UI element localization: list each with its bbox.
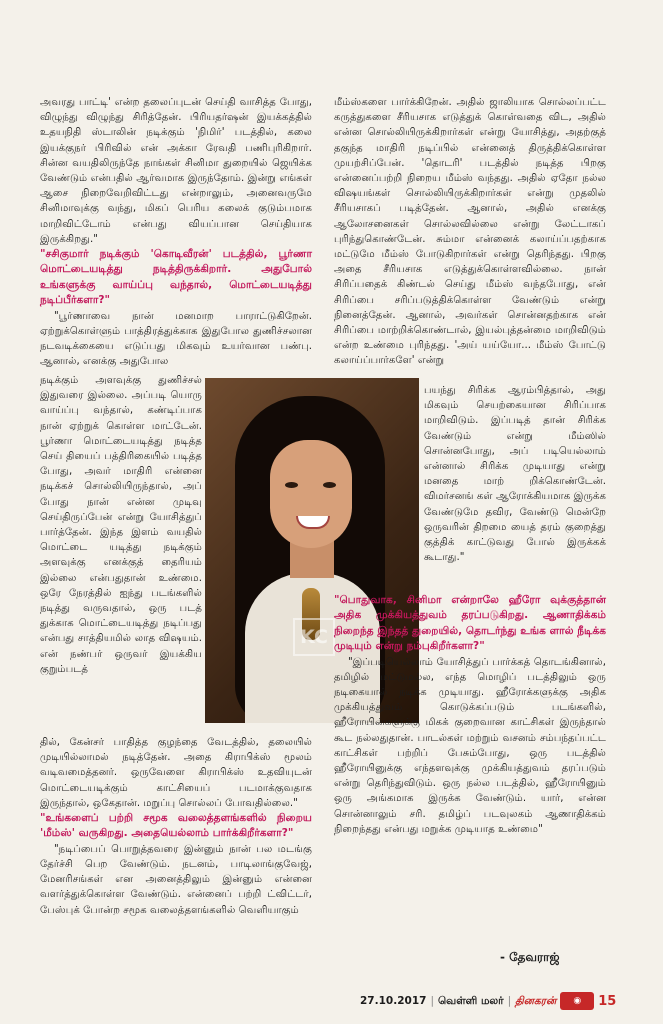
article-paragraph: நடிக்கும் அளவுக்கு துணிச்சல் இதுவரை இல்லை. அப்படி யொரு வாய்ப்பு வந்தால், கண்டிப்பாக நான் ஏற்றுக் கொள்ள மாட்டேன். பூர்ணா மொட்டையடித்து நடித்த செய் தியைப் பத்திரிகையில் படித்த போது, அவர் மாதிரி என்னை நடிக்கச் சொல்லியிருந்தால், அப் போது நான் என்ன முடிவு செய்திருப்பேன் என்று யோசித்துப் பார்த்தேன். இந்த இளம் வயதில் மொட்டை யடித்து நடிக்கும் அளவுக்கு எனக்குத் தைரியம் இல்லை என்பதுதான் உண்மை. ஒரே நேரத்தில் ஐந்து படங்களில் நடித்து வருவதால், ஒரு படத் துக்காக மொட்டையடித்து நடிப்பது என்பது சாத்தியமில் லாத விஷயம். என் நண்பர் ஒருவர் இயக்கிய குறும்படத் <box>40 375 202 675</box>
article-paragraph: "பூர்ணாவை நான் மனமாற பாராட்டுகிறேன். ஏற்றுக்கொள்ளும் பாத்திரத்துக்காக இதுபோல துணிச்சலான நடவடிக்கையை எடுப்பது மிகவும் உயர்வான பண்பு. ஆனால், எனக்கு அதுபோல <box>40 310 312 368</box>
issue-date: 27.10.2017 <box>360 995 427 1007</box>
footer-separator: | <box>430 995 434 1007</box>
interview-question: "சசிகுமார் நடிக்கும் 'கொடிவீரன்' படத்தில், பூர்ணா மொட்டையடித்து நடித்திருக்கிறார். அதுபோல் உங்களுக்கு வாய்ப்பு வந்தால், மொட்டையடித்து நடிப்பீர்களா?" <box>40 248 312 307</box>
interview-question: "உங்களைப் பற்றி சமூக வலைத்தளங்களில் நிறைய 'மீம்ஸ்' வருகிறது. அதையெல்லாம் பார்க்கிறீர்களா?" <box>40 812 312 840</box>
photo-watermark-logo: KC <box>293 618 335 656</box>
article-column-right-wrap <box>424 383 606 565</box>
article-paragraph: தில், கேன்சர் பாதித்த குழந்தை வேடத்தில், தலையில் முடியில்லாமல் நடித்தேன். அதை கிராபிக்ஸ் மூலம் வடிவமைத்தனர். ஒருவேளை கிராபிக்ஸ் உதவியுடன் மொட்டையடிக்கும் காட்சியைப் படமாக்குவதாக இருந்தால், ஒகேதான். மறுப்பு சொல்லப் போவதில்லை." <box>40 737 312 809</box>
author-byline: - தேவராஜ் <box>500 950 560 964</box>
newspaper-logo-icon: ◉ <box>560 992 594 1010</box>
page-number: 15 <box>598 993 617 1009</box>
section-name: வெள்ளி மலர் <box>437 994 504 1007</box>
interview-question: "பொதுவாக, சினிமா என்றாலே ஹீரோ வுக்குத்தான் அதிக முக்கியத்துவம் தரப்படுகிறது. ஆணாதிக்கம் நிறைந்த இந்தத் துறையில், தொடர்ந்து உங்க ளால் நீடிக்க முடியும் என்று நம்புகிறீர்களா?" <box>334 594 606 653</box>
article-column-right-bottom <box>334 593 606 837</box>
article-paragraph: "நடிப்பைப் பொறுத்தவரை இன்னும் நான் பல மடங்கு தேர்ச்சி பெற வேண்டும். நடனம், பாடிலாங்குவேஜ், மேனரிசங்கள் என அனைத்திலும் இன்னும் என்னை வளர்த்துக்கொள்ள வேண்டும். என்னைப் பற்றி ட்விட்டர், பேஸ்புக் போன்ற சமூக வலைத்தளங்களில் வெளியாகும் <box>40 843 312 916</box>
article-column-left-wrap <box>40 373 202 677</box>
newspaper-name: தினகரன் <box>515 994 557 1007</box>
article-column-right-top <box>334 95 606 369</box>
article-paragraph: மீம்ஸ்களை பார்க்கிறேன். அதில் ஜாலியாக சொல்லப்பட்ட கருத்துகளை சீரியசாக எடுத்துக் கொள்வதை விட, அதில் என்ன சொல்லியிருக்கிறார்கள் என்று யோசித்து, அதற்குத் தகுந்த மாதிரி நடிப்பில் என்னைத் திருத்திக்கொள்ள முயற்சிப்பேன். 'தொடரி' படத்தில் நடித்த பிறகு என்னைப்பற்றி நிறைய மீம்ஸ் வந்தது. அதில் ஏதோ நல்ல விஷயங்கள் சொல்லியிருக்கிறார்கள் என்று முதலில் சீரியசாகப் படித்தேன். ஆனால், அதில் எனக்கு ஆலோசனைகள் சொல்லவில்லை என்று லேட்டாகப் புரிந்துகொண்டேன். சும்மா என்னைக் கலாய்ப்பதற்காக மட்டுமே மீம்ஸ் போடுகிறார்கள் என்று தெரிந்தது. பிறகு அதை சீரியசாக எடுத்துக்கொள்ளவில்லை. நான் சிரிப்பதைக் கிண்டல் செய்து மீம்ஸ் வந்தபோது, என் சிரிப்பை சரிப்படுத்திக்கொள்ள வேண்டும் என்று நினைத்தேன். ஆனால், அவர்கள் சொன்னதற்காக என் சிரிப்பை மாற்றிக்கொண்டால், இயல்புத்தன்மை மாறிவிடும் என்ற உண்மை புரிந்தது. 'அய் யய்யோ... மீம்ஸ் போட்டு கலாய்ப்பார்களே' என்று <box>334 97 606 367</box>
footer-separator: | <box>507 995 512 1007</box>
article-paragraph: "இப்படியெல்லாம் யோசித்துப் பார்க்கத் தொடங்கினால், தமிழில் மட்டுமல்ல, எந்த மொழிப் படத்திலும் ஒரு நடிகையால் நடிக்க முடியாது. ஹீரோக்களுக்கு அதிக முக்கியத்துவம் கொடுக்கப்படும் படங்களில், ஹீரோயின்களுக்கு மிகக் குறைவான காட்சிகள் இருந்தால் கூட நல்லதுதான். பாடல்கள் மற்றும் வசனம் சம்பந்தப்பட்ட காட்சிகள் பற்றிப் பேசும்போது, ஒரு படத்தில் ஹீரோயினுக்கு எந்தளவுக்கு முக்கியத்துவம் தரப்படும் என்று தெரிந்துவிடும். ஒரு நல்ல படத்தில், ஹீரோயினும் ஒரு அங்கமாக இருக்க வேண்டும். யார், என்ன சொன்னாலும் சரி. தமிழ்ப் படவுலகம் ஆணாதிக்கம் நிறைந்தது என்பது மறுக்க முடியாத உண்மை" <box>334 656 606 835</box>
article-paragraph: பயந்து சிரிக்க ஆரம்பித்தால், அது மிகவும் செயற்கையான சிரிப்பாக மாறிவிடும். இப்படித் தான் சிரிக்க வேண்டும் என்று மீம்ஸில் சொன்னபோது, அப் படியெல்லாம் என்னால் சிரிக்க முடியாது என்று மனதை மாற் றிக்கொண்டேன். விமர்சனங் கள் ஆரோக்கியமாக இருக்க வேண்டுமே தவிர, வேண்டு மென்றே ஒருவரின் திறமை யைத் தரம் குறைத்து குத்திக் காட்டுவது போல் இருக்கக் கூடாது." <box>424 385 606 564</box>
article-paragraph: அவரது பாட்டி' என்ற தலைப்புடன் செய்தி வாசித்த போது, விழுந்து விழுந்து சிரித்தேன். பிரியதர்ஷன் இயக்கத்தில் உதயநிதி ஸ்டாலின் நடிக்கும் 'நிமிர்' படத்தில், கலை இயக்குநர் பிரிவில் என் அக்கா ரேவதி பணிபுரிகிறார். சின்ன வயதிலிருந்தே நாங்கள் சினிமா துறையில் ஜெயிக்க வேண்டும் என்பதில் ஆர்வமாக இருந்தோம். இன்று எங்கள் ஆசை நிறைவேறிவிட்டது என்றாலும், அனைவருமே சினிமாவுக்கு வந்து, மிகப் பெரிய கலைக் குடும்பமாக மாறிவிட்டோம் என்பது வியப்பான செய்தியாக இருக்கிறது." <box>40 97 312 245</box>
page-footer <box>360 992 616 1010</box>
article-column-left-top <box>40 95 312 369</box>
article-column-left-bottom <box>40 735 312 918</box>
